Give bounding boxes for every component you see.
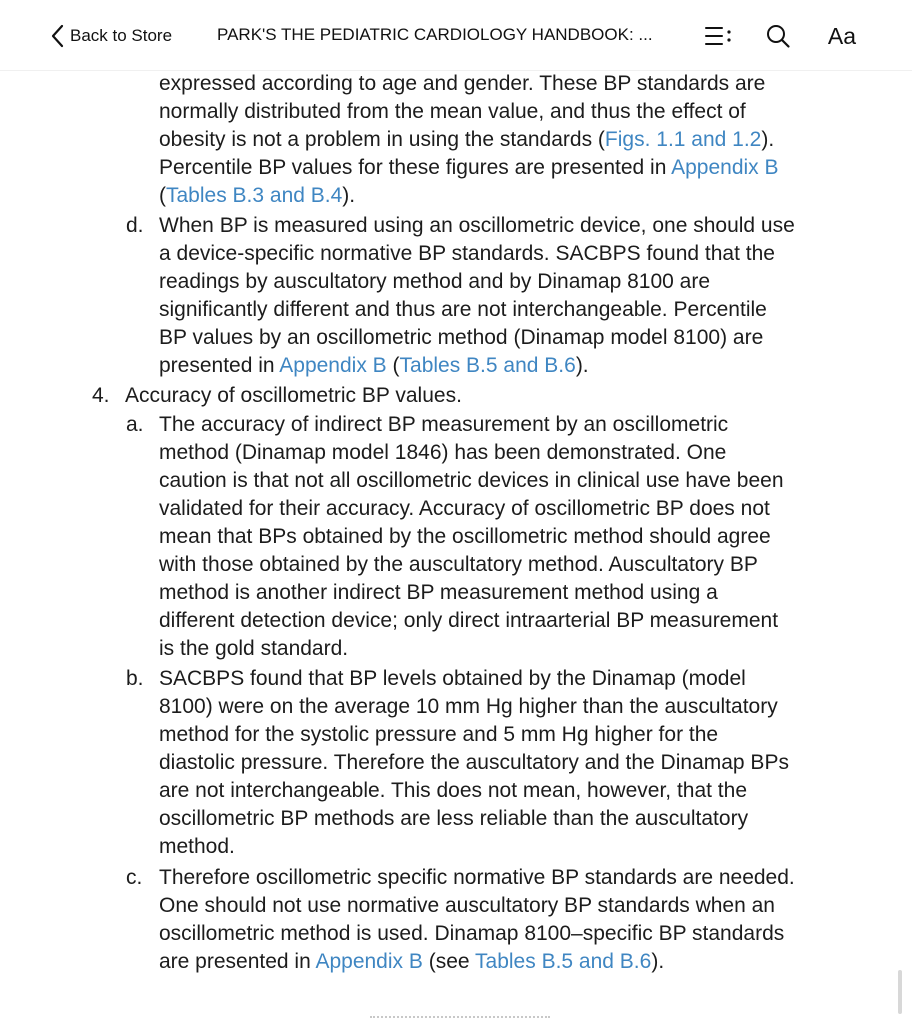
text-line: diastolic pressure. Therefore the auscultatory and the Dinamap BPs (159, 751, 789, 774)
chevron-left-icon (50, 24, 64, 48)
page-footer-divider (370, 1016, 550, 1021)
link-tables[interactable]: Tables B.5 and B.6 (475, 950, 652, 973)
text-line: Therefore oscillometric specific normative BP standards are needed. (159, 866, 795, 889)
text-span: presented in (159, 354, 280, 377)
text-line (159, 182, 355, 210)
link-tables[interactable]: Tables B.3 and B.4 (166, 184, 343, 207)
text-span: (see (422, 950, 476, 973)
text-span: ). (575, 354, 589, 377)
text-line: The accuracy of indirect BP measurement by an oscillometric (159, 413, 729, 436)
list-marker: d. (126, 214, 144, 237)
text-line: validated for their accuracy. Accuracy of oscillometric BP does not (159, 497, 770, 520)
section-heading: Accuracy of oscillometric BP values. (125, 384, 462, 407)
font-settings-icon: Aa (827, 22, 857, 49)
list-marker: a. (126, 413, 144, 436)
text-span: ( (159, 184, 166, 207)
text-line: oscillometric BP methods are less reliable than the auscultatory (159, 807, 749, 830)
scrollbar-thumb[interactable] (898, 970, 902, 1014)
text-line: mean that BPs obtained by the oscillometric method should agree (159, 525, 771, 548)
text-line: When BP is measured using an oscillometric device, one should use (159, 214, 795, 237)
text-line: SACBPS found that BP levels obtained by the Dinamap (model (159, 667, 746, 690)
text-line (159, 948, 664, 976)
list-marker: c. (126, 866, 143, 889)
link-tables[interactable]: Tables B.5 and B.6 (399, 354, 576, 377)
search-icon (765, 23, 791, 49)
text-line: different detection device; only direct intraarterial BP measurement (159, 609, 779, 632)
text-line (159, 154, 779, 182)
text-line: normally distributed from the mean value, and thus the effect of (159, 100, 746, 123)
text-line (159, 126, 774, 154)
text-line: with those obtained by the auscultatory method. Auscultatory BP (159, 553, 758, 576)
search-button[interactable] (762, 20, 794, 52)
text-span: ( (386, 354, 400, 377)
link-appendix-b[interactable]: Appendix B (671, 156, 779, 179)
text-span: are presented in (159, 950, 316, 973)
text-line: is the gold standard. (159, 637, 349, 660)
text-line: expressed according to age and gender. These BP standards are (159, 72, 766, 95)
link-figures[interactable]: Figs. 1.1 and 1.2 (604, 128, 762, 151)
back-to-store-label: Back to Store (70, 26, 173, 45)
text-span: ). (342, 184, 356, 207)
back-to-store-button[interactable] (50, 22, 172, 50)
text-line (159, 352, 589, 380)
link-appendix-b[interactable]: Appendix B (279, 354, 387, 377)
list-marker: 4. (92, 384, 110, 407)
text-line: method is another indirect BP measurement method using a (159, 581, 718, 604)
text-span: ). (761, 128, 775, 151)
table-of-contents-button[interactable] (700, 20, 736, 52)
text-span: ). (651, 950, 665, 973)
text-line: 8100) were on the average 10 mm Hg higher than the auscultatory (159, 695, 778, 718)
text-line: oscillometric method is used. Dinamap 8100–specific BP standards (159, 922, 785, 945)
text-line: method (Dinamap model 1846) has been demonstrated. One (159, 441, 727, 464)
text-line: significantly different and thus are not interchangeable. Percentile (159, 298, 767, 321)
link-appendix-b[interactable]: Appendix B (315, 950, 423, 973)
reader-toolbar (0, 0, 912, 71)
text-line: a device-specific normative BP standards. SACBPS found that the (159, 242, 775, 265)
text-line: method for the systolic pressure and 5 mm Hg higher for the (159, 723, 719, 746)
font-settings-button[interactable] (822, 20, 862, 52)
text-span: Percentile BP values for these figures are presented in (159, 156, 672, 179)
page-content (0, 70, 912, 1024)
text-line: One should not use normative auscultatory BP standards when an (159, 894, 775, 917)
list-marker: b. (126, 667, 144, 690)
table-of-contents-icon (703, 24, 733, 48)
text-line: BP values by an oscillometric method (Dinamap model 8100) are (159, 326, 764, 349)
text-line: are not interchangeable. This does not mean, however, that the (159, 779, 747, 802)
text-line: readings by auscultatory method and by Dinamap 8100 are (159, 270, 711, 293)
text-line: method. (159, 835, 235, 858)
book-title: PARK'S THE PEDIATRIC CARDIOLOGY HANDBOOK: ... (217, 25, 653, 44)
text-span: obesity is not a problem in using the standards ( (159, 128, 605, 151)
text-line: caution is that not all oscillometric devices in clinical use have been (159, 469, 784, 492)
